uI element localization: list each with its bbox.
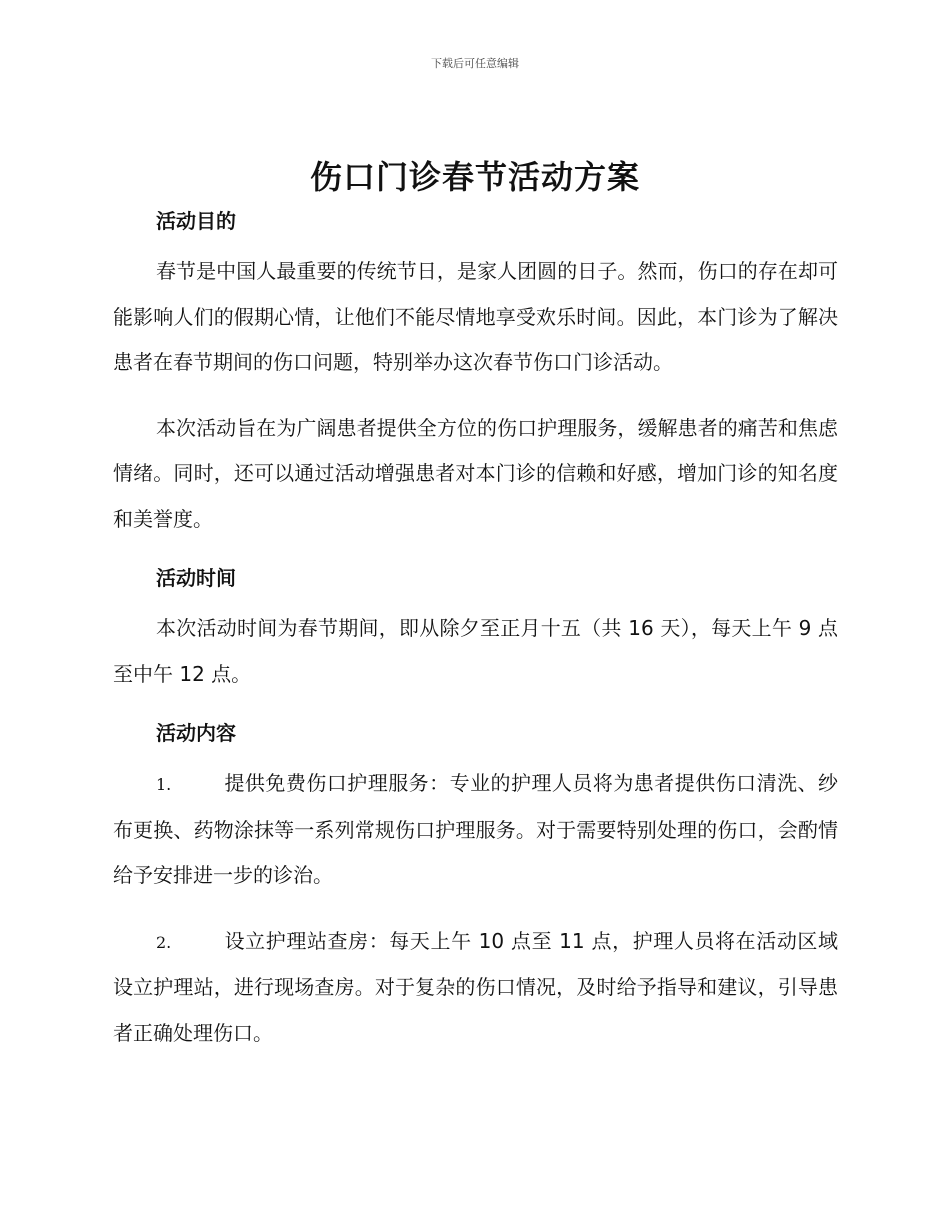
list-number: 2. [156,932,172,952]
section-heading-purpose: 活动目的 [156,209,236,233]
paragraph-purpose-1: 春节是中国人最重要的传统节日，是家人团圆的日子。然而，伤口的存在却可能影响人们的假期心情，让他们不能尽情地享受欢乐时间。因此，本门诊为了解决患者在春节期间的伤口问题，特别举办这次春节伤口门诊活动。 [113,259,838,374]
paragraph-time-1: 本次活动时间为春节期间，即从除夕至正月十五（共 16 天），每天上午 9 点至中午 12 点。 [113,616,838,686]
list-item [113,761,838,899]
list-item-text: 提供免费伤口护理服务：专业的护理人员将为患者提供伤口清洗、纱布更换、药物涂抹等一系列常规伤口护理服务。对于需要特别处理的伤口，会酌情给予安排进一步的诊治。 [113,771,838,887]
header-note: 下载后可任意编辑 [431,57,519,70]
section-heading-time: 活动时间 [156,566,236,590]
document-body [113,205,838,1056]
list-number: 1. [156,775,172,794]
list-item [113,919,838,1057]
section-heading-content: 活动内容 [156,721,236,745]
document-title: 伤口门诊春节活动方案 [309,158,640,196]
paragraph-purpose-2: 本次活动旨在为广阔患者提供全方位的伤口护理服务，缓解患者的痛苦和焦虑情绪。同时，还可以通过活动增强患者对本门诊的信赖和好感，增加门诊的知名度和美誉度。 [113,415,838,531]
list-item-text: 设立护理站查房：每天上午 10 点至 11 点，护理人员将在活动区域设立护理站，进行现场查房。对于复杂的伤口情况，及时给予指导和建议，引导患者正确处理伤口。 [113,928,838,1045]
